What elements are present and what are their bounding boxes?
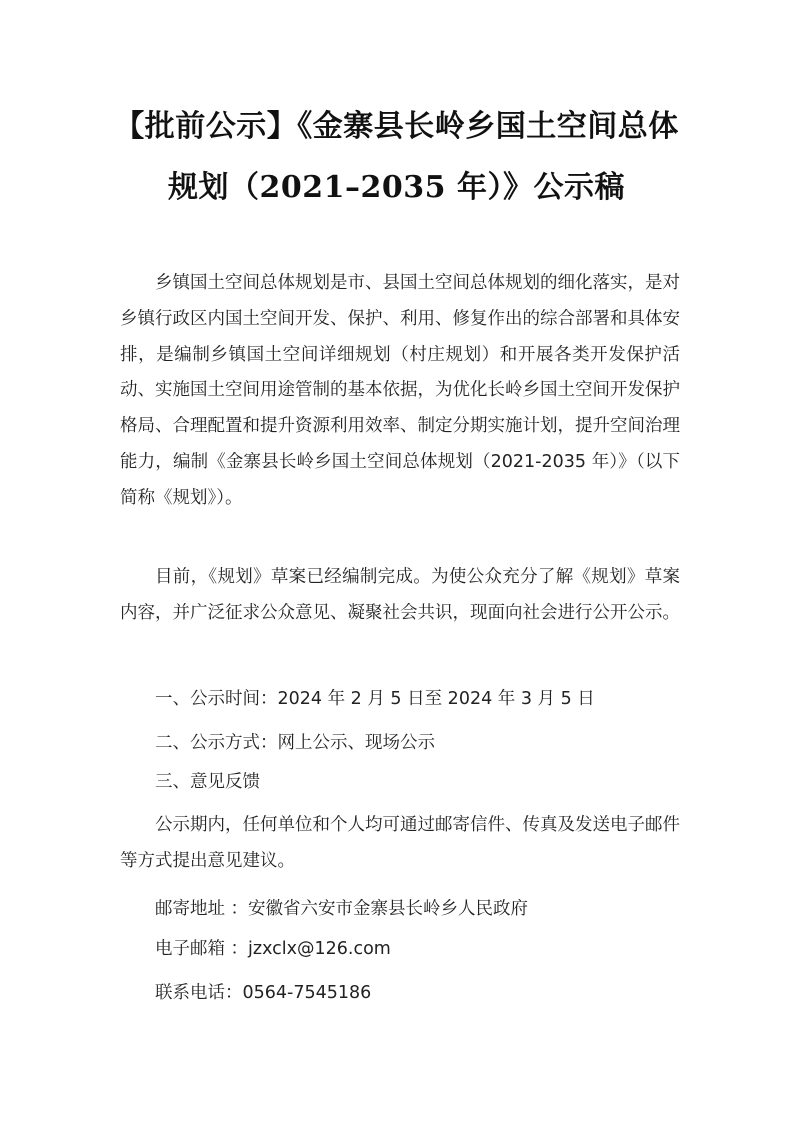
contact-phone: 联系电话：0564-7545186: [155, 983, 372, 1003]
document-title-line-1: 【批前公示】《金寨县长岭乡国土空间总体: [114, 109, 679, 144]
current-status-paragraph: 目前，《规划》草案已经编制完成。为使公众充分了解《规划》草案内容，并广泛征求公众意见、凝聚社会共识，现面向社会进行公开公示。: [120, 567, 680, 623]
feedback-heading: 三、意见反馈: [155, 772, 260, 792]
contact-email: 电子邮箱 ：jzxclx@126.com: [155, 939, 391, 959]
document-title-line-2: 规划（2021–2035 年）》公示稿: [168, 170, 625, 205]
mailing-address: 邮寄地址 ：安徽省六安市金寨县长岭乡人民政府: [155, 899, 529, 919]
notice-method-item: 二、公示方式：网上公示、现场公示: [155, 733, 435, 753]
notice-time-item: 一、公示时间：2024 年 2 月 5 日至 2024 年 3 月 5 日: [155, 689, 595, 709]
intro-paragraph: 乡镇国土空间总体规划是市、县国土空间总体规划的细化落实，是对乡镇行政区内国土空间开发、保护、利用、修复作出的综合部署和具体安排，是编制乡镇国土空间详细规划（村庄规划）和开展各类开发保护活动、实施国土空间用途管制的基本依据，为优化长岭乡国土空间开发保护格局、合理配置和提升资源利用效率、制定分期实施计划，提升空间治理能力，编制《金寨县长岭乡国土空间总体规划（2021-2035 年）》（以下简称《规划》）。: [120, 273, 680, 508]
feedback-paragraph: 公示期内，任何单位和个人均可通过邮寄信件、传真及发送电子邮件等方式提出意见建议。: [120, 815, 680, 871]
